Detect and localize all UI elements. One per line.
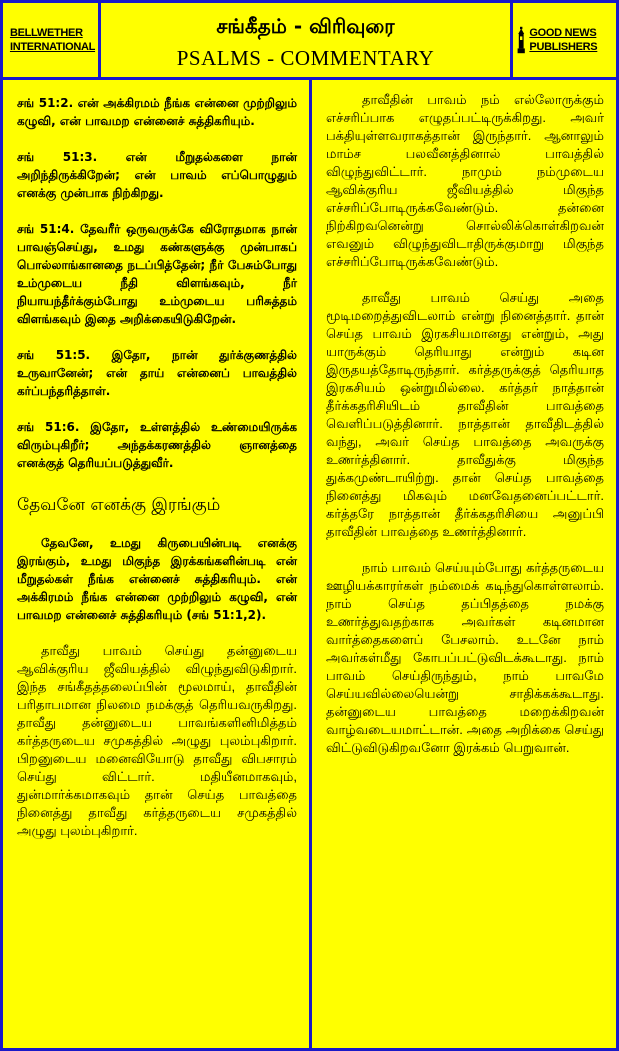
commentary-paragraph-1: தாவீதின் பாவம் நம் எல்லோருக்கும் எச்சரிப்பாக எழுதப்பட்டிருக்கிறது. அவர் பக்தியுள்ளவராகத்தான் இருந்தார். ஆனாலும் மாம்ச பலவீனத்தினால் பாவத்தில் விழுந்துவிட்டார். நாமும் நம்முடைய ஆவிக்குரிய ஜீவியத்தில் மிகுந்த எச்சரிப்போடிருக்கவேண்டும். தன்னை நிற்கிறவனென்று சொல்லிக்கொள்கிறவன் எவனும் விழுந்துவிடாதிருக்குமாறு மிகுந்த எச்சரிப்போடிருக்கவேண்டும். — [326, 92, 604, 269]
commentary-paragraph-3: நாம் பாவம் செய்யும்போது கர்த்தருடைய ஊழியக்காரர்கள் நம்மைக் கடிந்துகொள்ளலாம். நாம் செய்த தப்பிதத்தை நமக்கு உணர்த்துவதற்காக அவர்கள் கடினமான வார்த்தைகளைப் பேசலாம். உடனே நாம் அவர்கள்மீது கோபப்பட்டுவிடக்கூடாது. நாம் பாவம் செய்திருந்தும், நாம் பாவமே செய்யவில்லையென்று சாதிக்கக்கூடாது. தன்னுடைய பாவத்தை மறைக்கிறவன் வாழ்வடையமாட்டான். அதை அறிக்கை செய்து விட்டுவிடுகிறவனோ இரக்கம் பெறுவான். — [326, 560, 604, 755]
commentary-paragraph: தாவீது பாவம் செய்து தன்னுடைய ஆவிக்குரிய ஜீவியத்தில் விழுந்துவிடுகிறார். இந்த சங்கீதத்தலைப்பின் மூலமாய், தாவீதின் பரிதாபமான நிலமை நமக்குத் தெரியவருகிறது. தாவீது தன்னுடைய பாவங்களினிமித்தம் கர்த்தருடைய சமுகத்தில் அழுது புலம்புகிறார். பிறனுடைய மனைவியோடு தாவீது விபசாரம் செய்து விட்டார். மதியீனமாகவும், துன்மார்க்கமாகவும் தான் செய்த பாவத்தை நினைத்து தாவீது கர்த்தருடைய சமுகத்தில் அழுது புலம்புகிறார். — [17, 643, 297, 838]
page-title-english: PSALMS - COMMENTARY — [176, 46, 435, 70]
section-heading: தேவனே எனக்கு இரங்கும் — [17, 495, 221, 515]
bellwether-logo — [3, 3, 98, 77]
header-title-box — [101, 3, 510, 77]
right-column — [312, 80, 616, 1048]
bell-tower-icon — [517, 18, 525, 62]
commentary-paragraph-2: தாவீது பாவம் செய்து அதை மூடிமறைத்துவிடலாம் என்று நினைத்தார். தான் செய்த பாவம் இரகசியமானது என்றும், அது யாருக்கும் தெரியாது என்றும் கடின இருதயத்தோடிருந்தார். கர்த்தருக்குத் தெரியாத இரகசியம் ஒன்றுமில்லை. கர்த்தர் நாத்தான் தீர்க்கதரிசியிடம் தாவீதின் பாவத்தை வெளிப்படுத்தினார். நாத்தான் தாவீதிடத்தில் வந்து, அவர் செய்த பாவத்தை அவருக்கு உணர்த்தினார். தாவீதுக்கு மிகுந்த துக்கமுண்டாயிற்று. தான் செய்த பாவத்தை நினைத்து மிகவும் மனவேதனைப்பட்டார். கர்த்தரே நாத்தான் தீர்க்கதரிசியை அனுப்பி தாவீதின் பாவத்தை உணர்த்தினார். — [326, 290, 604, 539]
bellwether-logo-text: BELLWETHER INTERNATIONAL — [9, 27, 96, 53]
verse-51-5: சங் 51:5. இதோ, நான் துர்க்குணத்தில் உருவானேன்; என் தாய் என்னைப் பாவத்தில் கர்ப்பந்தரித்தாள். — [17, 348, 297, 398]
verse-51-3: சங் 51:3. என் மீறுதல்களை நான் அறிந்திருக்கிறேன்; என் பாவம் எப்பொழுதும் எனக்கு முன்பாக நிற்கிறது. — [17, 150, 297, 200]
good-news-logo-text: GOOD NEWS PUBLISHERS — [529, 27, 598, 53]
left-column — [3, 80, 309, 1048]
good-news-publishers-logo — [513, 3, 616, 77]
page-title-tamil: சங்கீதம் - விரிவுரை — [216, 14, 395, 38]
verse-51-6: சங் 51:6. இதோ, உள்ளத்தில் உண்மையிருக்க விரும்புகிறீர்; அந்தக்கரணத்தில் ஞானத்தை எனக்குத் தெரியப்படுத்துவீர். — [17, 420, 297, 470]
verse-51-4: சங் 51:4. தேவரீர் ஒருவருக்கே விரோதமாக நான் பாவஞ்செய்து, உமது கண்களுக்கு முன்பாகப் பொல்லாங்கானதை நடப்பித்தேன்; நீர் பேசும்போது உம்முடைய நீதி விளங்கவும், நீர் நியாயந்தீர்க்கும்போது உம்முடைய பரிசுத்தம் விளங்கவும் இதை அறிக்கையிடுகிறேன். — [17, 222, 297, 326]
section-intro: தேவனே, உமது கிருபையின்படி எனக்கு இரங்கும், உமது மிகுந்த இரக்கங்களின்படி என் மீறுதல்கள் நீங்க என்னைச் சுத்திகரியும். என் அக்கிரமம் நீங்க என்னை முற்றிலும் கழுவி, என் பாவமற என்னைச் சுத்திகரியும் (சங் 51:1,2). — [17, 536, 297, 622]
verse-51-2: சங் 51:2. என் அக்கிரமம் நீங்க என்னை முற்றிலும் கழுவி, என் பாவமற என்னைச் சுத்திகரியும். — [17, 96, 297, 128]
